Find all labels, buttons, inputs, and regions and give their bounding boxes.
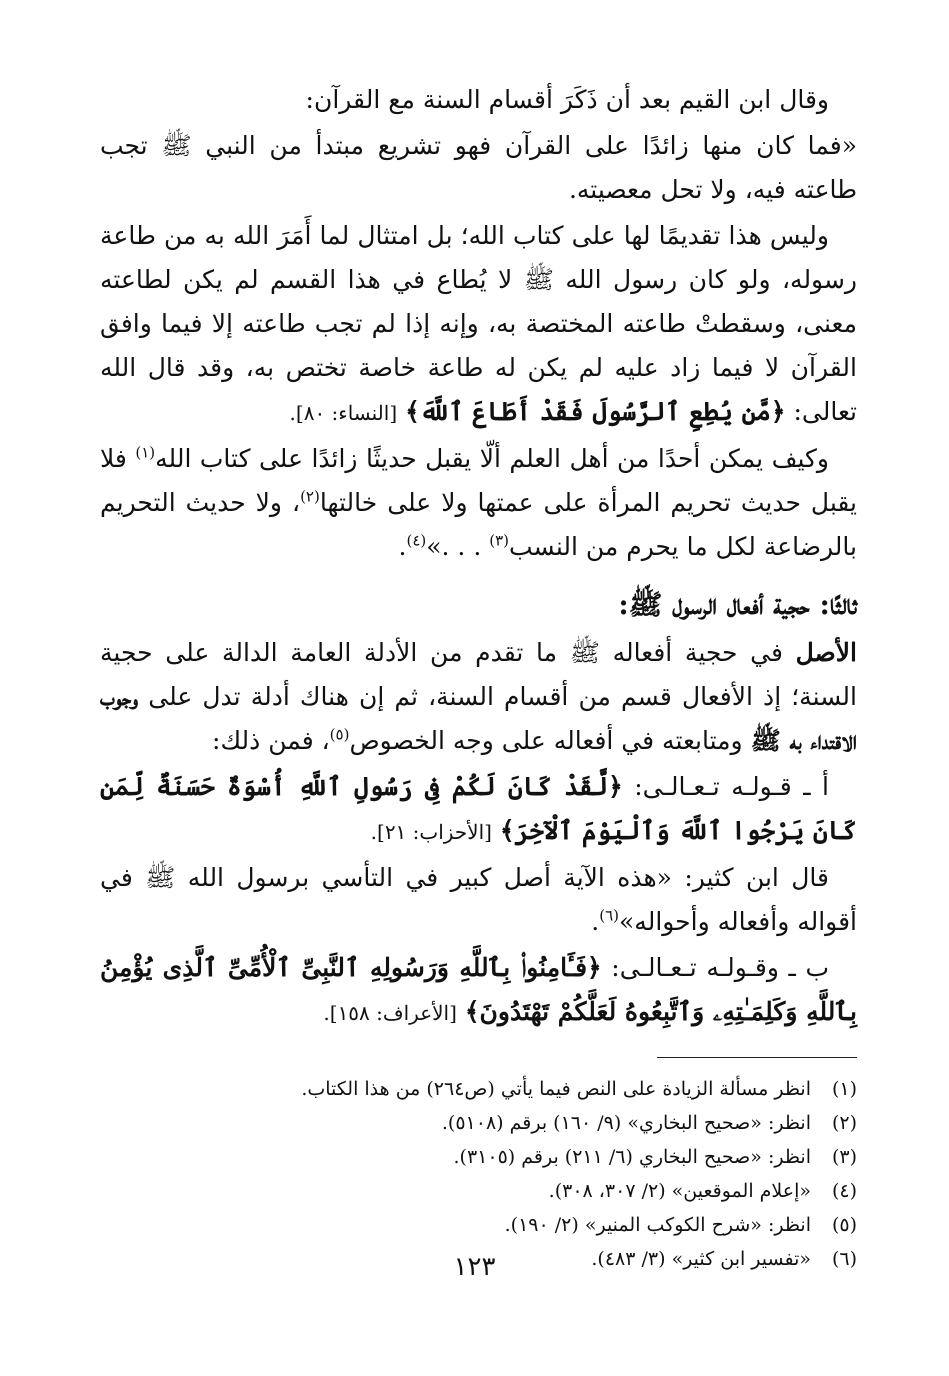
- verse-reference: [النساء: ٨٠].: [289, 401, 398, 425]
- footnote-item: (٤) «إعلام الموقعين» (٢/ ٣٠٧، ٣٠٨).: [548, 1180, 857, 1202]
- footnote-item: (٦) «تفسير ابن كثير» (٣/ ٤٨٣).: [591, 1248, 857, 1270]
- footnote-item: (١) انظر مسألة الزيادة على النص فيما يأتي (ص٢٦٤) من هذا الكتاب.: [301, 1078, 857, 1100]
- paragraph-quote-start: «فما كان منها زائدًا على القرآن فهو تشريع مبتدأ من النبي ﷺ تجب طاعته فيه، ولا تحل معصيته.: [100, 131, 857, 204]
- paragraph-ibn-kathir: قال ابن كثير: «هذه الآية أصل كبير في التأسي برسول الله ﷺ في أقواله وأفعاله وأحواله»$^{(٦)}$.: [100, 863, 857, 936]
- paragraph-section-intro: الأصل في حجية أفعاله ﷺ ما تقدم من الأدلة العامة الدالة على حجية السنة؛ إذ الأفعال قسم من أقسام السنة، ثم إن هناك أدلة تدل على وجوب الاقتداء به ﷺ ومتابعته في أفعاله على وجه الخصوص$^{(٥)}$، فمن ذلك:: [100, 638, 857, 755]
- footnote-marker: (١): [135, 443, 156, 462]
- footnote-separator: [657, 1057, 857, 1058]
- footnotes: [100, 1072, 857, 1276]
- footnote-marker: (٥): [329, 725, 350, 744]
- paragraph-quote-end: وكيف يمكن أحدًا من أهل العلم ألّا يقبل حديثًا زائدًا على كتاب الله$^{(١)}$ فلا يقبل حديث تحريم المرأة على عمتها ولا على خالتها$^{(٢)}$، ولا حديث التحريم بالرضاعة لكل ما يحرم من النسب$^{(٣)}$ . . .»$^{(٤)}$.: [100, 443, 857, 561]
- footnote-marker: (٣): [489, 531, 509, 550]
- quran-verse-araf: ﴿فَـَٔامِنُوا۟ بِٱللَّهِ وَرَسُولِهِ ٱلنَّبِىِّ ٱلْأُمِّىِّ ٱلَّذِى يُؤْمِنُ بِٱللَّهِ وَكَلِمَـٰتِهِۦ وَٱتَّبِعُوهُ لَعَلَّكُمْ تَهْتَدُونَ﴾: [100, 953, 857, 1026]
- footnote-item: (٢) انظر: «صحيح البخاري» (٩/ ١٦٠) برقم (٥١٠٨).: [441, 1112, 857, 1134]
- footnote-marker: (٤): [406, 531, 427, 550]
- section-heading: ثالثًا: حجية أفعال الرسول ﷺ:: [618, 588, 857, 621]
- footnote-item: (٣) انظر: «صحيح البخاري (٦/ ٢١١) برقم (٣١٠٥).: [453, 1146, 857, 1168]
- key-term: وجوب الاقتداء به ﷺ: [100, 682, 857, 755]
- key-term: الأصل: [795, 638, 857, 667]
- page-number: ١٢٣: [453, 1252, 496, 1282]
- verse-reference: [الأحزاب: ٢١].: [370, 820, 492, 844]
- paragraph-quote-body: وليس هذا تقديمًا لها على كتاب الله؛ بل امتثال لما أَمَرَ الله به من طاعة رسوله، ولو كان رسول الله ﷺ لا يُطاع في هذا القسم لم يكن لطاعته معنى، وسقطتْ طاعته المختصة به، وإنه إذا لم تجب طاعته إلا فيما وافق القرآن لا فيما زاد عليه لم يكن له طاعة خاصة تختص به، وقد قال الله تعالى: ﴿مَّن يُطِعِ ٱلرَّسُولَ فَقَدْ أَطَاعَ ٱللَّهَ﴾ [النساء: ٨٠].: [100, 221, 857, 426]
- paragraph-intro: وقال ابن القيم بعد أن ذَكَرَ أقسام السنة مع القرآن:: [305, 85, 829, 114]
- footnote-marker: (٢): [300, 487, 320, 506]
- verse-reference: [الأعراف: ١٥٨].: [323, 1001, 457, 1025]
- footnote-marker: (٦): [599, 906, 619, 925]
- evidence-a: أ ـ قـولـه تـعـالـى: ﴿لَّقَدْ كَانَ لَكُمْ فِى رَسُولِ ٱللَّهِ أُسْوَةٌ حَسَنَةٌ لِّمَن كَانَ يَرْجُوا ٱللَّهَ وَٱلْيَوْمَ ٱلْآخِرَ﴾ [الأحزاب: ٢١].: [100, 772, 857, 845]
- footnote-item: (٥) انظر: «شرح الكوكب المنير» (٢/ ١٩٠).: [504, 1214, 857, 1236]
- quran-verse-ahzab: ﴿لَّقَدْ كَانَ لَكُمْ فِى رَسُولِ ٱللَّهِ أُسْوَةٌ حَسَنَةٌ لِّمَن كَانَ يَرْجُوا ٱللَّهَ وَٱلْيَوْمَ ٱلْآخِرَ﴾: [100, 772, 857, 845]
- evidence-b: ب ـ وقـولـه تـعـالـى: ﴿فَـَٔامِنُوا۟ بِٱللَّهِ وَرَسُولِهِ ٱلنَّبِىِّ ٱلْأُمِّىِّ ٱلَّذِى يُؤْمِنُ بِٱللَّهِ وَكَلِمَـٰتِهِۦ وَٱتَّبِعُوهُ لَعَلَّكُمْ تَهْتَدُونَ﴾ [الأعراف: ١٥٨].: [100, 953, 857, 1026]
- quran-verse-nisa: ﴿مَّن يُطِعِ ٱلرَّسُولَ فَقَدْ أَطَاعَ ٱللَّهَ﴾: [405, 397, 786, 426]
